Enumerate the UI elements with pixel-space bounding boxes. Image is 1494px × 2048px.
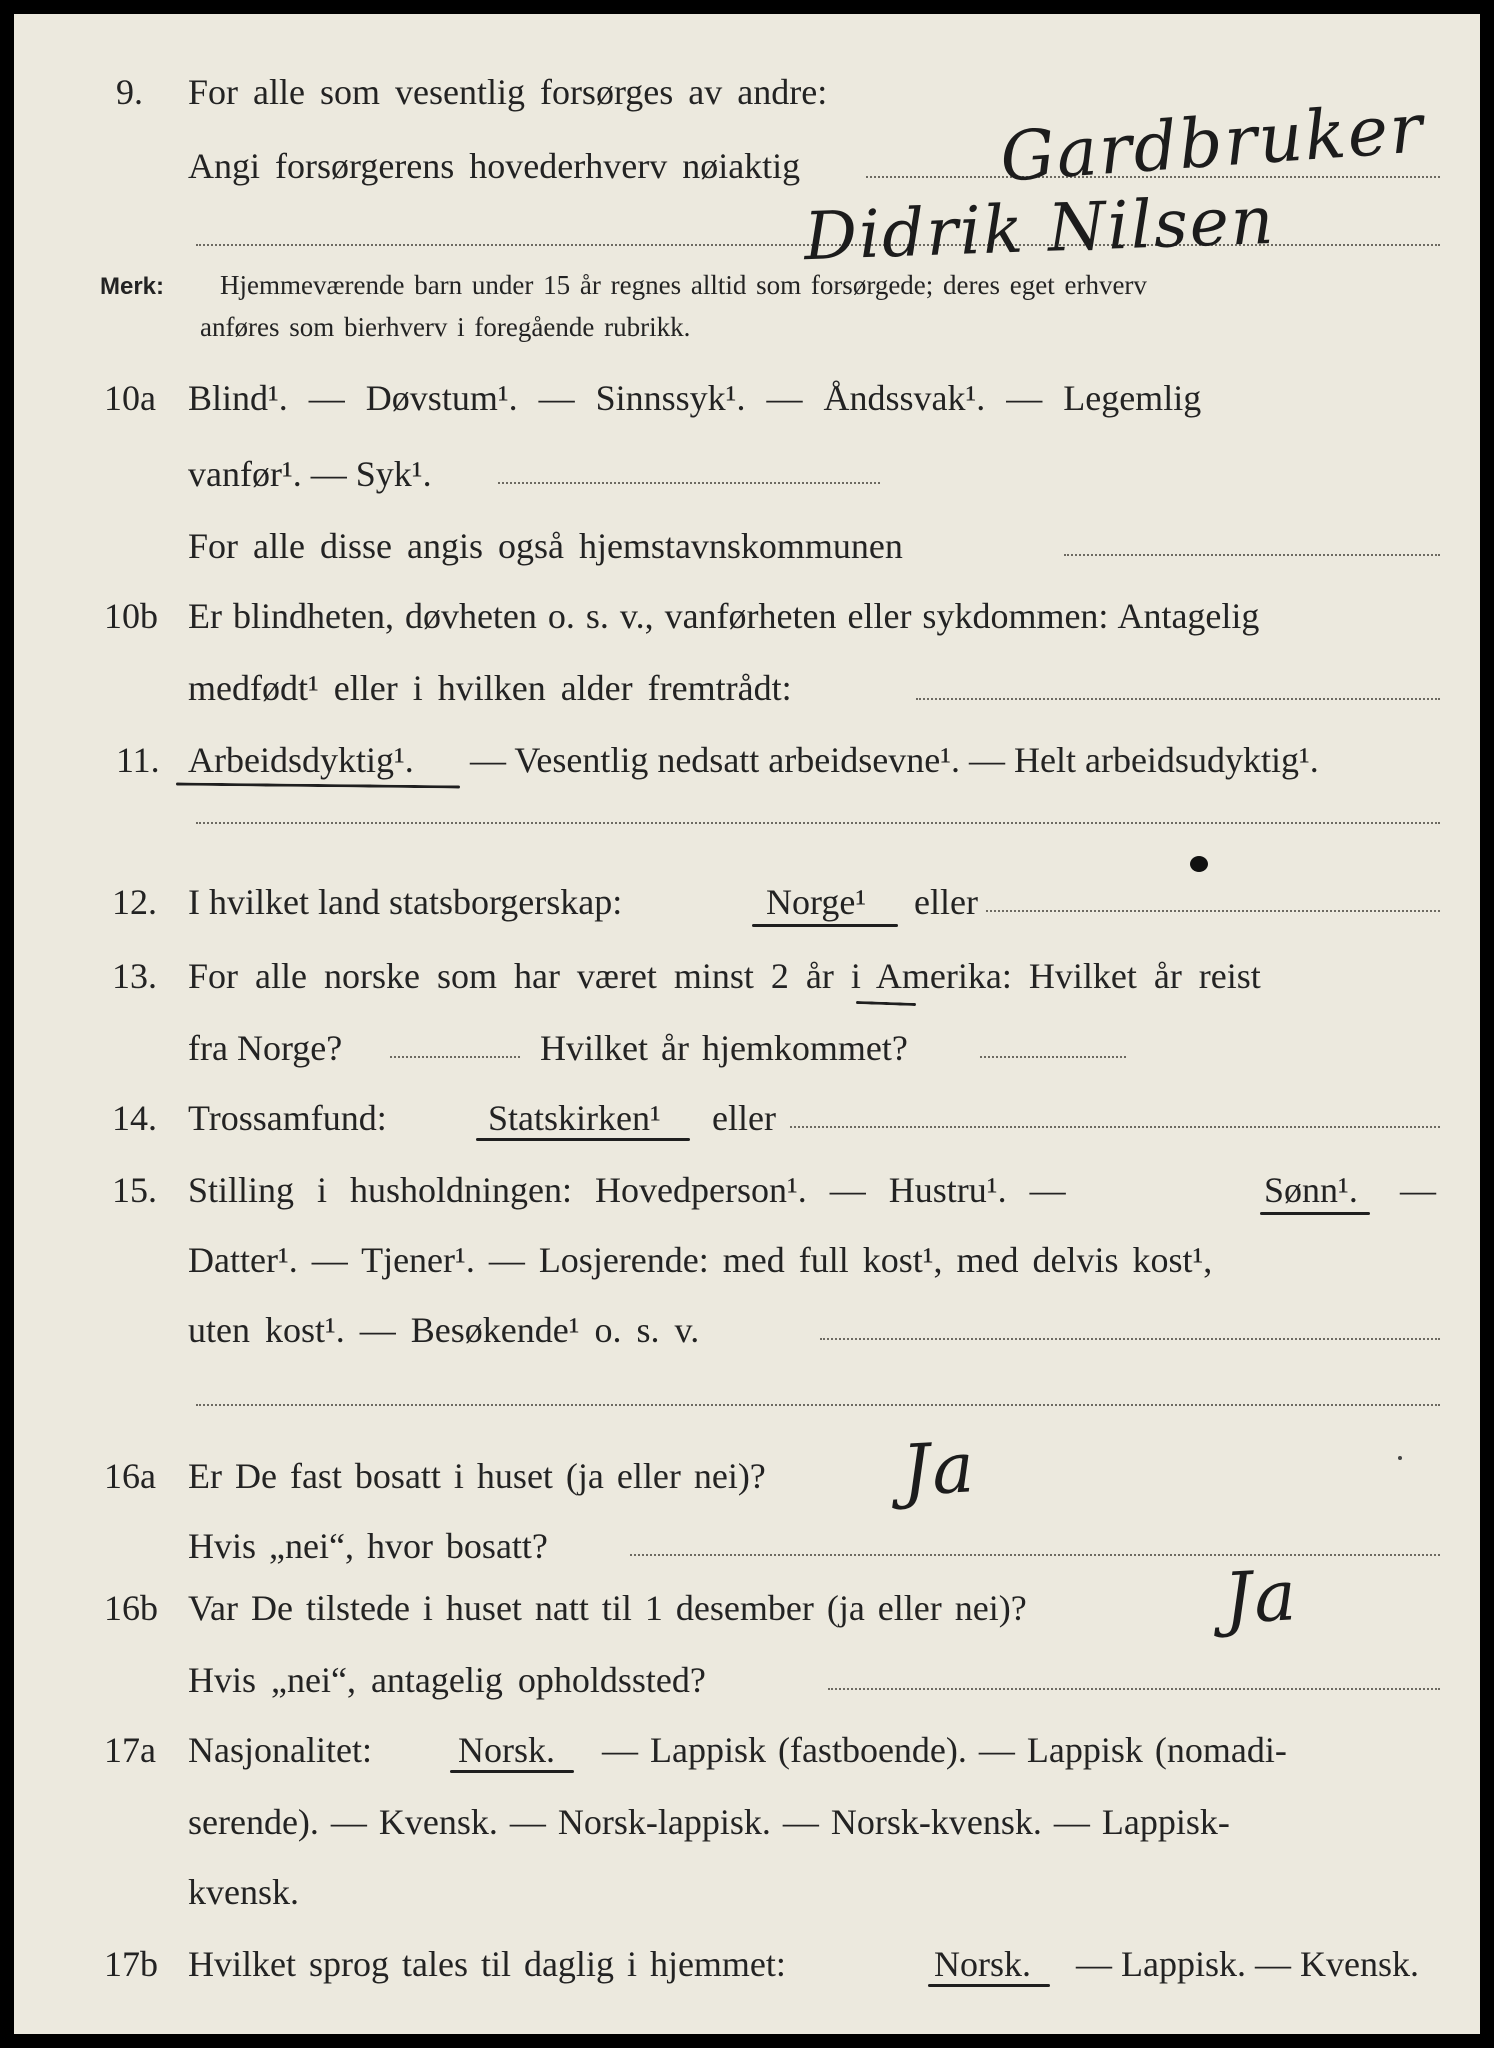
question-number-16a: 16a [104, 1456, 156, 1496]
q15-text-line-1: Stilling i husholdningen: Hovedperson¹. — Hustru¹. — [188, 1170, 1066, 1210]
q12-underline-mark [752, 924, 898, 927]
q11-underline-mark [176, 783, 460, 789]
question-number-17a: 17a [104, 1730, 156, 1770]
q16b-answer-line [828, 1688, 1440, 1690]
q13-text-hjemkommet: Hvilket år hjemkommet? [540, 1028, 908, 1068]
q9-text-line-1: For alle som vesentlig forsørges av andre: [188, 72, 828, 112]
stray-mark [1398, 1456, 1402, 1460]
question-number-12: 12. [112, 882, 157, 922]
q13-answer-line-2 [980, 1056, 1126, 1058]
note-text-line-2: anføres som bierhverv i foregående rubrikk. [200, 312, 691, 342]
question-number-16b: 16b [104, 1588, 158, 1628]
q14-answer-line [790, 1126, 1440, 1128]
question-number-14: 14. [112, 1098, 157, 1138]
q15-text-line-2: Datter¹. — Tjener¹. — Losjerende: med full kost¹, med delvis kost¹, [188, 1240, 1213, 1280]
q10b-text-line-1: Er blindheten, døvheten o. s. v., vanførheten eller sykdommen: Antagelig [188, 596, 1260, 636]
q15-answer-line-1 [820, 1338, 1440, 1340]
q13-text-fra-norge: fra Norge? [188, 1028, 343, 1068]
q15-dash: — [1400, 1170, 1436, 1210]
q17b-underline-mark [928, 1984, 1050, 1987]
q17a-text-line-2: serende). — Kvensk. — Norsk-lappisk. — Norsk-kvensk. — Lappisk- [188, 1802, 1230, 1842]
note-text-line-1: Hjemmeværende barn under 15 år regnes alltid som forsørgede; deres eget erhverv [220, 270, 1147, 300]
ink-blot [1190, 856, 1208, 872]
q15-underline-mark [1260, 1212, 1370, 1215]
q10a-answer-line-1 [498, 482, 880, 484]
q12-text-eller: eller [914, 882, 978, 922]
q10a-text-line-2: vanfør¹. — Syk¹. [188, 454, 432, 494]
q17a-underline-mark [450, 1770, 574, 1773]
q14-option-statskirken: Statskirken¹ [488, 1098, 661, 1138]
q17a-option-norsk: Norsk. [458, 1730, 555, 1770]
q16b-text-line-2: Hvis „nei“, antagelig opholdssted? [188, 1660, 706, 1700]
q15-option-sonn: Sønn¹. [1264, 1170, 1358, 1210]
q15-answer-line-2 [196, 1404, 1440, 1406]
q11-answer-line [196, 822, 1440, 824]
q12-option-norge: Norge¹ [766, 882, 867, 922]
q10a-answer-line-2 [1064, 554, 1440, 556]
q9-handwritten-occupation: Gardbruker [997, 89, 1427, 198]
q10a-text-line-3: For alle disse angis også hjemstavnskommunen [188, 526, 903, 566]
q16b-handwritten-answer: Ja [1221, 1554, 1300, 1640]
note-label [100, 268, 164, 304]
q17a-text-line-3: kvensk. [188, 1872, 299, 1912]
q10b-text-line-2: medfødt¹ eller i hvilken alder fremtrådt: [188, 668, 792, 708]
q16a-text-line-2: Hvis „nei“, hvor bosatt? [188, 1526, 548, 1566]
note-label-text: Merk: [100, 273, 165, 300]
question-number-13: 13. [112, 956, 157, 996]
q13-tick-mark [856, 1001, 916, 1006]
q11-other-options: — Vesentlig nedsatt arbeidsevne¹. — Helt arbeidsudyktig¹. [470, 740, 1319, 780]
q13-text-line-1: For alle norske som har været minst 2 år i Amerika: Hvilket år reist [188, 956, 1261, 996]
q10a-text-line-1: Blind¹. — Døvstum¹. — Sinnssyk¹. — Åndssvak¹. — Legemlig [188, 378, 1202, 418]
q14-text: Trossamfund: [188, 1098, 387, 1138]
q9-text-line-2: Angi forsørgerens hovederhverv nøiaktig [188, 146, 801, 186]
q12-text: I hvilket land statsborgerskap: [188, 882, 623, 922]
q15-text-line-3: uten kost¹. — Besøkende¹ o. s. v. [188, 1310, 700, 1350]
q14-text-eller: eller [712, 1098, 776, 1138]
q17b-text: Hvilket sprog tales til daglig i hjemmet: [188, 1944, 786, 1984]
q10b-answer-line [916, 698, 1440, 700]
q17a-text: Nasjonalitet: [188, 1730, 372, 1770]
q13-answer-line-1 [390, 1056, 520, 1058]
question-number-11: 11. [116, 740, 160, 780]
q16a-handwritten-answer: Ja [899, 1426, 978, 1512]
question-number-10a: 10a [104, 378, 156, 418]
q17a-other-options: — Lappisk (fastboende). — Lappisk (nomadi- [602, 1730, 1287, 1770]
q16b-text-line-1: Var De tilstede i huset natt til 1 desember (ja eller nei)? [188, 1588, 1027, 1628]
census-form-page [14, 14, 1480, 2034]
question-number-15: 15. [112, 1170, 157, 1210]
q9-handwritten-name: Didrik Nilsen [802, 181, 1277, 276]
q14-underline-mark [476, 1138, 690, 1141]
q17b-other-options: — Lappisk. — Kvensk. [1076, 1944, 1419, 1984]
question-number-17b: 17b [104, 1944, 158, 1984]
q16a-text-line-1: Er De fast bosatt i huset (ja eller nei)? [188, 1456, 766, 1496]
question-number-10b: 10b [104, 596, 158, 636]
q11-option-arbeidsdyktig: Arbeidsdyktig¹. [188, 740, 414, 780]
q17b-option-norsk: Norsk. [934, 1944, 1031, 1984]
q16a-answer-line [630, 1554, 1440, 1556]
q12-answer-line [986, 910, 1440, 912]
question-number-9: 9. [116, 72, 143, 112]
